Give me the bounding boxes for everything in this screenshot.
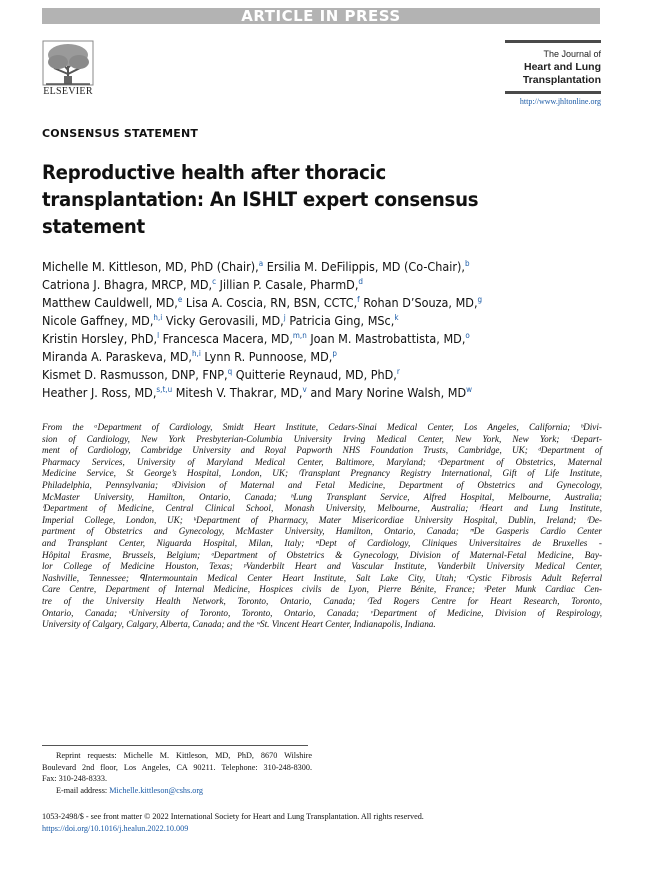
email-line	[42, 785, 312, 797]
affiliation-line: Imperial College, London, UK; ᵏDepartment of Pharmacy, Mater Misericordiae University Hospital, Dublin, Ireland; ˡDe-	[42, 514, 602, 525]
author-name: Michelle M. Kittleson, MD, PhD (Chair),	[42, 259, 259, 274]
author-name: Rohan D’Souza, MD,	[359, 295, 478, 310]
author-name: Miranda A. Paraskeva, MD,	[42, 349, 192, 364]
author-name: Matthew Cauldwell, MD,	[42, 295, 178, 310]
copyright-block	[42, 811, 602, 834]
author-name: Ersilia M. DeFilippis, MD (Co-Chair),	[263, 259, 466, 274]
affiliation-marker[interactable]: j	[283, 313, 286, 322]
author-name: Nicole Gaffney, MD,	[42, 313, 154, 328]
affiliation-marker[interactable]: q	[227, 367, 233, 376]
footnote-rule	[42, 745, 308, 746]
article-title: Reproductive health after thoracic transplantation: An ISHLT expert consensus statement	[42, 161, 479, 238]
affiliation-marker[interactable]: l	[157, 331, 160, 340]
author-name: Lynn R. Punnoose, MD,	[200, 349, 333, 364]
author-name: Mitesh V. Thakrar, MD,	[172, 385, 303, 400]
author-name: Kristin Horsley, PhD,	[42, 331, 158, 346]
author-name: Francesca Macera, MD,	[159, 331, 293, 346]
affiliation-marker[interactable]: d	[358, 277, 363, 286]
affiliation-marker[interactable]: e	[177, 295, 183, 304]
author-name: Jillian P. Casale, PharmD,	[216, 277, 359, 292]
author-list	[42, 258, 546, 402]
affiliation-marker[interactable]: f	[357, 295, 360, 304]
affiliation-marker[interactable]: g	[477, 295, 483, 304]
affiliation-line: Nashville, Tennessee; ᑫIntermountain Medical Center Heart Institute, Salt Lake City, Utah; ʳCystic Fibrosis Adult Referral	[42, 572, 602, 583]
journal-name-line: Heart and Lung	[523, 61, 601, 73]
copyright-text: 1053-2498/$ - see front matter © 2022 International Society for Heart and Lung Transplantation. All rights reserved.	[42, 812, 424, 821]
affiliation-marker[interactable]: p	[332, 349, 337, 358]
author-name: Lisa A. Coscia, RN, BSN, CCTC,	[182, 295, 358, 310]
affiliation-line: ment of Cardiology, Cambridge University and Royal Papworth NHS Foundation Trusts, Cambridge, UK; ᵈDepartment of	[42, 445, 602, 456]
author-line	[42, 384, 546, 402]
reprint-footnote	[42, 750, 312, 796]
publisher-name: ELSEVIER	[43, 86, 93, 97]
affiliation-line: Pharmacy Services, University of Maryland Medical Center, Baltimore, Maryland; ᵉDepartment of Obstetrics, Maternal	[42, 456, 602, 467]
affiliation-marker[interactable]: c	[212, 277, 217, 286]
affiliation-line: McMaster University, Hamilton, Ontario, Canada; ʰLung Transplant Service, Alfred Hospital, Melbourne, Australia;	[42, 491, 602, 502]
affiliation-marker[interactable]: w	[466, 385, 473, 394]
reprint-line: Boulevard 2nd floor, Los Angeles, CA 90211. Telephone: 310-248-8300.	[42, 762, 312, 772]
affiliation-marker[interactable]: h,i	[191, 349, 201, 358]
email-link[interactable]: Michelle.kittleson@cshs.org	[109, 785, 204, 795]
affiliation-marker[interactable]: v	[302, 385, 307, 394]
article-in-press-banner: ARTICLE IN PRESS	[42, 8, 600, 24]
author-line	[42, 294, 546, 312]
author-line	[42, 312, 546, 330]
masthead-rule	[505, 40, 601, 43]
email-label: E-mail address:	[56, 785, 110, 795]
affiliation-marker[interactable]: a	[258, 259, 264, 268]
author-name: Vicky Gerovasili, MD,	[162, 313, 284, 328]
author-name: Kismet D. Rasmusson, DNP, FNP,	[42, 367, 228, 382]
author-line	[42, 348, 546, 366]
affiliation-line: sion of Cardiology, New York Presbyterian-Columbia University Irving Medical Center, New York, New York; ᶜDepart-	[42, 433, 602, 444]
author-name: and Mary Norine Walsh, MD	[306, 385, 467, 400]
affiliation-line: University of Calgary, Calgary, Alberta, Canada; and the ʷSt. Vincent Heart Center, Indianapolis, Indiana.	[42, 619, 436, 630]
affiliation-line: lor College of Medicine Houston, Texas; ᵖVanderbilt Heart and Vascular Institute, Vanderbilt University Medical Center,	[42, 561, 602, 572]
affiliation-line: Ontario, Canada; ᵘUniversity of Toronto, Toronto, Ontario, Canada; ᵛDepartment of Medicine, Division of Respirology,	[42, 607, 602, 618]
author-line	[42, 366, 546, 384]
affiliation-line: From the ᵃDepartment of Cardiology, Smidt Heart Institute, Cedars-Sinai Medical Center, Los Angeles, California; ᵇDivi-	[42, 422, 602, 432]
affiliation-marker[interactable]: k	[394, 313, 399, 322]
author-name: Joan M. Mastrobattista, MD,	[306, 331, 466, 346]
author-name: Quitterie Reynaud, MD, PhD,	[232, 367, 397, 382]
affiliation-line: Care Centre, Department of Internal Medicine, Hospices civils de Lyon, Pierre Bénite, France; ˢPeter Munk Cardiac Cen-	[42, 584, 602, 595]
journal-name-line: The Journal of	[543, 49, 601, 59]
affiliation-marker[interactable]: b	[465, 259, 470, 268]
affiliation-marker[interactable]: s,t,u	[156, 385, 173, 394]
journal-masthead	[505, 40, 601, 94]
author-line	[42, 330, 546, 348]
reprint-line: Fax: 310-248-8333.	[42, 774, 108, 783]
reprint-line: Reprint requests: Michelle M. Kittleson, MD, PhD, 8670 Wilshire	[56, 751, 312, 760]
affiliation-marker[interactable]: o	[465, 331, 470, 340]
author-name: Heather J. Ross, MD,	[42, 385, 157, 400]
author-line	[42, 258, 546, 276]
author-name: Patricia Ging, MSc,	[285, 313, 395, 328]
affiliation-marker[interactable]: m,n	[292, 331, 307, 340]
affiliation-line: Medicine Service, St George’s Hospital, London, UK; ᶠTransplant Pregnancy Registry International, Gift of Life Institute,	[42, 468, 602, 479]
article-type-label: CONSENSUS STATEMENT	[42, 127, 199, 140]
doi-link[interactable]: https://doi.org/10.1016/j.healun.2022.10.009	[42, 823, 189, 833]
affiliation-line: Hôpital Erasme, Brussels, Belgium; ᵒDepartment of Obstetrics & Gynecology, Division of Maternal-Fetal Medicine, Bay-	[42, 549, 602, 560]
affiliations	[42, 422, 602, 631]
affiliation-marker[interactable]: h,i	[153, 313, 163, 322]
author-line	[42, 276, 546, 294]
affiliation-line: partment of Obstetrics and Gynecology, McMaster University, Hamilton, Ontario, Canada; ᵐDe Gasperis Cardio Center	[42, 526, 602, 537]
journal-name-line: Transplantation	[522, 74, 601, 86]
affiliation-marker[interactable]: r	[396, 367, 400, 376]
affiliation-line: and Transplant Center, Niguarda Hospital, Milan, Italy; ⁿDept of Cardiology, Cliniques Universitaires de Bruxelles -	[42, 537, 602, 548]
author-name: Catriona J. Bhagra, MRCP, MD,	[42, 277, 213, 292]
affiliation-line: ⁱDepartment of Medicine, Central Clinical School, Monash University, Melbourne, Australia; ʲHeart and Lung Institute,	[42, 503, 602, 514]
journal-url-link[interactable]: http://www.jhltonline.org	[519, 97, 601, 106]
masthead-rule	[505, 91, 601, 94]
affiliation-line: tre of the University Health Network, Toronto, Ontario, Canada; ᵗTed Rogers Centre for Heart Research, Toronto,	[42, 595, 602, 606]
affiliation-line: Philadelphia, Pennsylvania; ᵍDivision of Maternal and Fetal Medicine, Department of Obstetrics and Gynecology,	[42, 479, 602, 490]
